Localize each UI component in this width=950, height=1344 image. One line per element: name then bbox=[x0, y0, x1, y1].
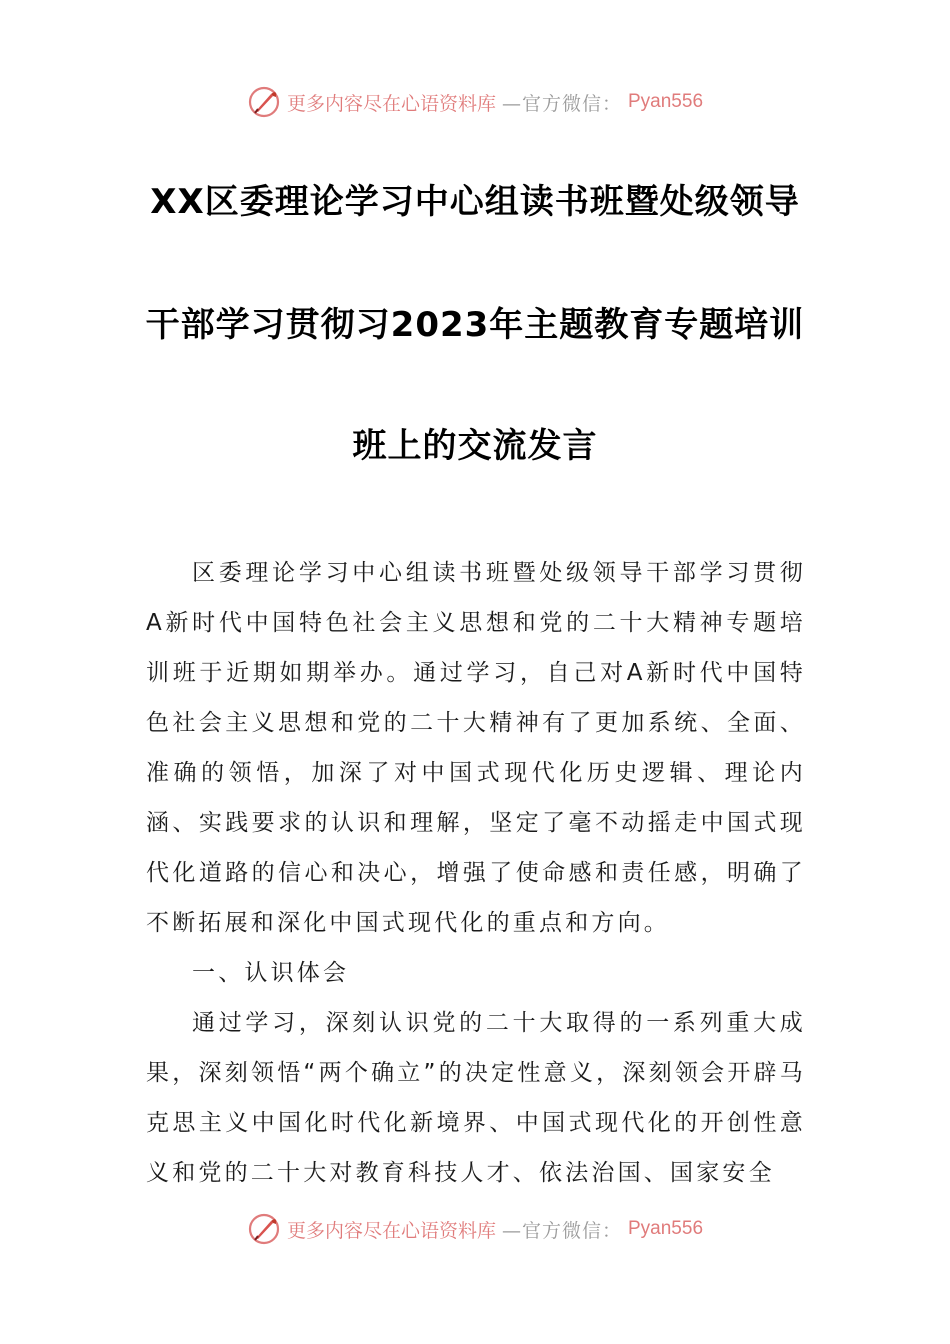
paragraph-section-1: 通过学习，深刻认识党的二十大取得的一系列重大成果，深刻领悟“两个确立”的决定性意义，深刻领会开辟马克思主义中国化时代化新境界、中国式现代化的开创性意义和党的二十大对教育科技人才、依法治国、国家安全 bbox=[146, 1010, 806, 1186]
title-line-3: 班上的交流发言 bbox=[352, 426, 598, 466]
title-line-2: 干部学习贯彻习2023年主题教育专题培训 bbox=[145, 305, 805, 345]
watermark-red-text: 更多内容尽在心语资料库 bbox=[286, 1219, 496, 1242]
title-line-1: XX区委理论学习中心组读书班暨处级领导 bbox=[150, 182, 800, 222]
paragraph-intro: 区委理论学习中心组读书班暨处级领导干部学习贯彻A新时代中国特色社会主义思想和党的二十大精神专题培训班于近期如期举办。通过学习，自己对A新时代中国特色社会主义思想和党的二十大精神有了更加系统、全面、准确的领悟，加深了对中国式现代化历史逻辑、理论内涵、实践要求的认识和理解，坚定了毫不动摇走中国式现代化道路的信心和决心，增强了使命感和责任感，明确了不断拓展和深化中国式现代化的重点和方向。 bbox=[146, 560, 806, 936]
watermark-red-text: 更多内容尽在心语资料库 bbox=[286, 92, 496, 115]
watermark-wechat-id: Pyan556 bbox=[628, 1218, 704, 1239]
quill-logo-icon bbox=[247, 1212, 281, 1246]
watermark-footer bbox=[0, 1207, 950, 1251]
section-heading: 一、认识体会 bbox=[192, 960, 350, 986]
watermark-gray-text: —官方微信： bbox=[501, 1219, 622, 1242]
watermark-header bbox=[0, 80, 950, 124]
watermark-gray-text: —官方微信： bbox=[501, 92, 622, 115]
watermark-wechat-id: Pyan556 bbox=[628, 91, 704, 112]
document-body bbox=[146, 548, 806, 1198]
quill-logo-icon bbox=[247, 85, 281, 119]
